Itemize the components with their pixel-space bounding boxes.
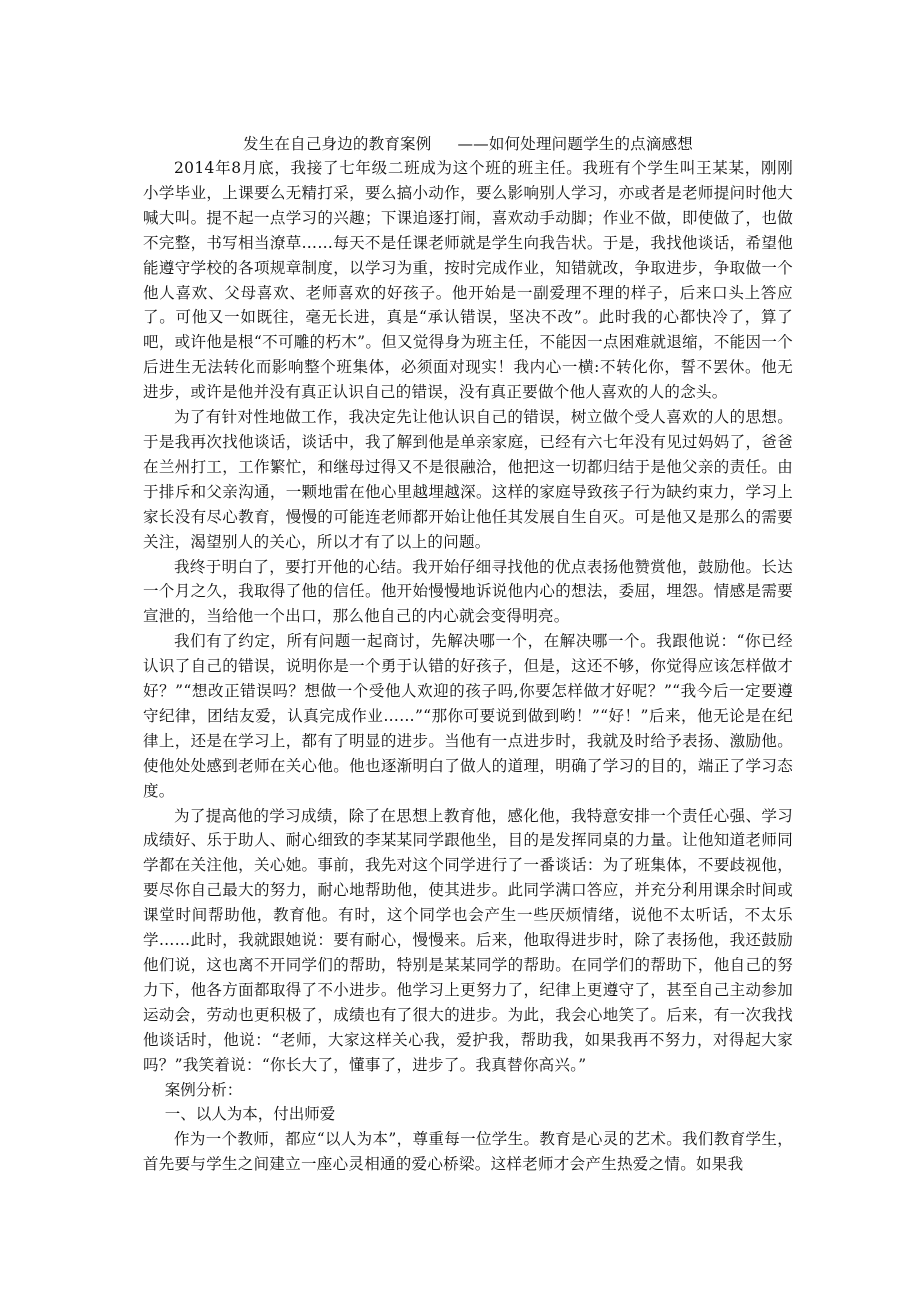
analysis-label: 案例分析： [164, 1080, 243, 1099]
paragraph-5: 为了提高他的学习成绩，除了在思想上教育他，感化他，我特意安排一个责任心强、学习成绩好、乐于助人、耐心细致的李某某同学跟他坐，目的是发挥同桌的力量。让他知道老师同学都在关注他，关心她。事前，我先对这个同学进行了一番谈话：为了班集体，不要歧视他，要尽你自己最大的努力，耐心地帮助他，使其进步。此同学满口答应，并充分利用课余时间或课堂时间帮助他，教育他。有时，这个同学也会产生一些厌烦情绪，说他不太听话，不太乐学……此时，我就跟她说：要有耐心，慢慢来。后来，他取得进步时，除了表扬他，我还鼓励他们说，这也离不开同学们的帮助，特别是某某同学的帮助。在同学们的帮助下，他自己的努力下，他各方面都取得了不小进步。他学习上更努力了，纪律上更遵守了，甚至自己主动参加运动会，劳动也更积极了，成绩也有了很大的进步。为此，我会心地笑了。后来，有一次我找他谈话时，他说：“老师，大家这样关心我，爱护我，帮助我，如果我再不努力，对得起大家吗？”我笑着说：“你长大了，懂事了，进步了。我真替你高兴。” [143, 806, 793, 1074]
paragraph-1: 2014年8月底，我接了七年级二班成为这个班的班主任。我班有个学生叫王某某，刚刚小学毕业，上课要么无精打采，要么搞小动作，要么影响别人学习，亦或者是老师提问时他大喊大叫。提不起一点学习的兴趣；下课追逐打闹，喜欢动手动脚；作业不做，即使做了，也做不完整，书写相当潦草……每天不是任课老师就是学生向我告状。于是，我找他谈话，希望他能遵守学校的各项规章制度，以学习为重，按时完成作业，知错就改，争取进步，争取做一个他人喜欢、父母喜欢、老师喜欢的好孩子。他开始是一副爱理不理的样子，后来口头上答应了。可他又一如既往，毫无长进，真是“承认错误，坚决不改”。此时我的心都快冷了，算了吧，或许他是根“不可雕的朽木”。但又觉得身为班主任，不能因一点困难就退缩，不能因一个后进生无法转化而影响整个班集体，必须面对现实！我内心一横:不转化你，誓不罢休。他无进步，或许是他并没有真正认识自己的错误，没有真正要做个他人喜欢的人的念头。 [143, 159, 793, 402]
document-title: 发生在自己身边的教育案例 [243, 135, 432, 153]
document-page [143, 132, 793, 1177]
paragraph-analysis: 作为一个教师，都应“以人为本”，尊重每一位学生。教育是心灵的艺术。我们教育学生，首先要与学生之间建立一座心灵相通的爱心桥梁。这样老师才会产生热爱之情。如果我 [143, 1130, 793, 1174]
document-title-line [143, 132, 793, 156]
document-subtitle: ——如何处理问题学生的点滴感想 [457, 135, 693, 153]
paragraph-3: 我终于明白了，要打开他的心结。我开始仔细寻找他的优点表扬他赞赏他，鼓励他。长达一个月之久，我取得了他的信任。他开始慢慢地诉说他内心的想法，委屈，埋怨。情感是需要宣泄的，当给他一个出口，那么他自己的内心就会变得明亮。 [143, 557, 793, 626]
paragraph-2: 为了有针对性地做工作，我决定先让他认识自己的错误，树立做个受人喜欢的人的思想。于是我再次找他谈话，谈话中，我了解到他是单亲家庭，已经有六七年没有见过妈妈了，爸爸在兰州打工，工作繁忙，和继母过得又不是很融洽，他把这一切都归结于是他父亲的责任。由于排斥和父亲沟通，一颗地雷在他心里越埋越深。这样的家庭导致孩子行为缺约束力，学习上家长没有尽心教育，慢慢的可能连老师都开始让他任其发展自生自灭。可是他又是那么的需要关注，渴望别人的关心，所以才有了以上的问题。 [143, 408, 793, 551]
paragraph-4: 我们有了约定，所有问题一起商讨，先解决哪一个，在解决哪一个。我跟他说：“你已经认识了自己的错误，说明你是一个勇于认错的好孩子，但是，这还不够，你觉得应该怎样做才好？”“想改正错误吗？想做一个受他人欢迎的孩子吗,你要怎样做才好呢？”“我今后一定要遵守纪律，团结友爱，认真完成作业……”“那你可要说到做到哟！”“好！”后来，他无论是在纪律上，还是在学习上，都有了明显的进步。当他有一点进步时，我就及时给予表扬、激励他。使他处处感到老师在关心他。他也逐渐明白了做人的道理，明确了学习的目的，端正了学习态度。 [143, 632, 793, 800]
section-heading: 一、以人为本，付出师爱 [164, 1105, 336, 1124]
